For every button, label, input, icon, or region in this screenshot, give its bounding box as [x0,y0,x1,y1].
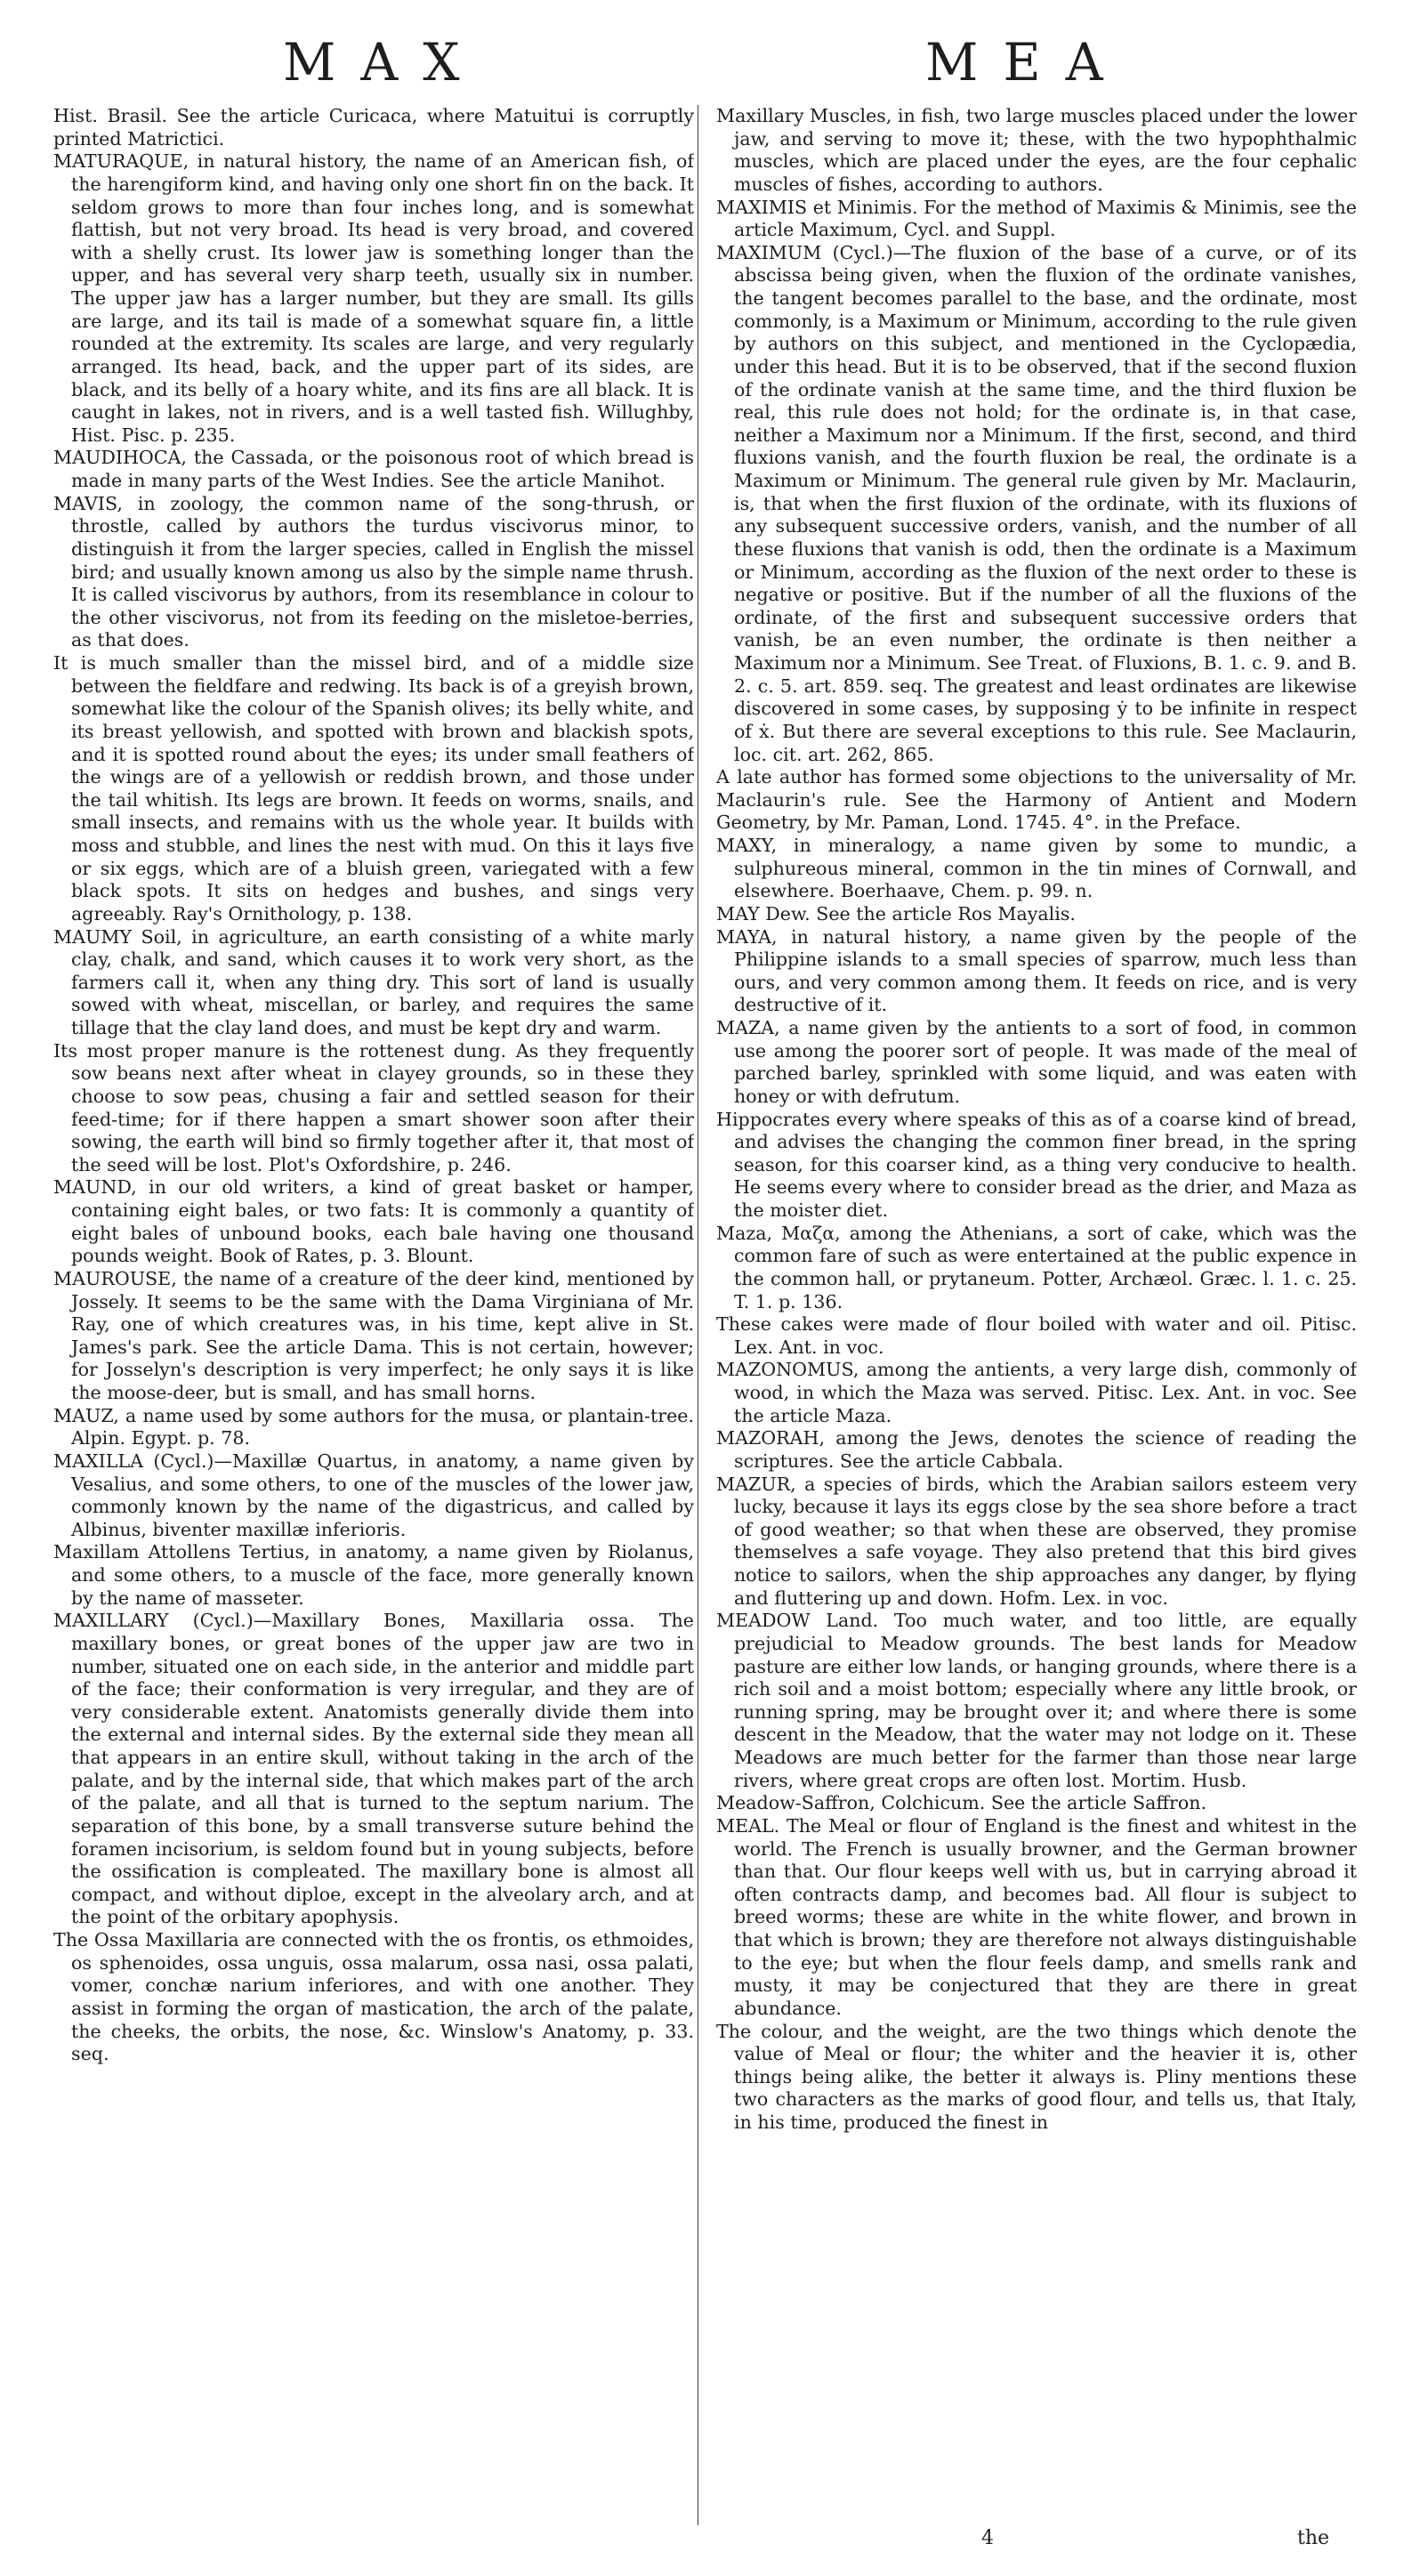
dictionary-entry: These cakes were made of flour boiled with water and oil. Pitisc. Lex. Ant. in voc. [716,1313,1357,1358]
dictionary-entry: MAZUR, a species of birds, which the Arabian sailors esteem very lucky, because it lays its eggs close by the sea shore before a tract of good weather; so that when these are observed, they promise themselves a safe voyage. They also pretend that this bird gives notice to sailors, when the ship approaches any danger, by flying and fluttering up and down. Hofm. Lex. in voc. [716,1473,1357,1609]
dictionary-entry: MAUZ, a name used by some authors for the musa, or plantain-tree. Alpin. Egypt. p. 78. [53,1404,694,1450]
dictionary-entry: Meadow-Saffron, Colchicum. See the article Saffron. [716,1792,1207,1814]
entry-paragraph: Hist. Brasil. See the article Curicaca, where Matuitui is corruptly printed Matrictici. [53,105,694,149]
dictionary-entry: Its most proper manure is the rottenest dung. As they frequently sow beans next after wheat in clayey grounds, so in these they choose to sow peas, chusing a fair and settled season for their feed-time; for if there happen a smart shower soon after their sowing, the earth will bind so firmly together after it, that most of the seed will be lost. Plot's Oxfordshire, p. 246. [53,1039,694,1175]
dictionary-entry: MAUND, in our old writers, a kind of great basket or hamper, containing eight bales, or two fats: It is commonly a quantity of eight bales of unbound books, each bale having one thousand pounds weight. Book of Rates, p. 3. Blount. [53,1176,694,1267]
dictionary-entry: MAVIS, in zoology, the common name of the song-thrush, or throstle, called by authors the turdus viscivorus minor, to distinguish it from the larger species, called in English the missel bird; and usually known among us also by the simple name thrush. It is called viscivorus by authors, from its resemblance in colour to the other viscivorus, not from its feeding on the misletoe-berries, as that does. [53,492,694,651]
dictionary-entry: MAYA, in natural history, a name given by the people of the Philippine islands to a small species of sparrow, much less than ours, and very common among them. It feeds on rice, and is very destructive of it. [716,925,1357,1016]
dictionary-entry: MAXY, in mineralogy, a name given by some to mundic, a sulphureous mineral, common in the tin mines of Cornwall, and elsewhere. Boerhaave, Chem. p. 99. n. [716,835,1357,902]
dictionary-entry: It is much smaller than the missel bird, and of a middle size between the fieldfare and redwing. Its back is of a greyish brown, somewhat like the colour of the Spanish olives; its belly white, and its breast yellowish, and spotted with brown and blackish spots, and it is spotted round about the eyes; its under small feathers of the wings are of a yellowish or reddish brown, and those under the tail whitish. Its legs are brown. It feeds on worms, snails, and small insects, and remains with us the whole year. It builds with moss and stubble, and lines the nest with mud. On this it lays five or six eggs, which are of a bluish green, variegated with a few black spots. It sits on hedges and bushes, and sings very agreeably. Ray's Ornithology, p. 138. [53,652,694,925]
dictionary-entry: Hippocrates every where speaks of this as of a coarse kind of bread, and advises the changing the common finer bread, in the spring season, for this coarser kind, as a thing very conducive to health. He seems every where to consider bread as the drier, and Maza as the moister diet. [716,1108,1357,1221]
catchword: the [1297,2527,1330,2549]
dictionary-entry: MAZONOMUS, among the antients, a very large dish, commonly of wood, in which the Maza was served. Pitisc. Lex. Ant. in voc. See the article Maza. [716,1359,1357,1426]
dictionary-entry: MAY Dew. See the article Ros Mayalis. [716,902,1076,925]
running-head-left: MAX [283,32,485,93]
dictionary-entry: MEAL. The Meal or flour of England is the finest and whitest in the world. The French is usually browner, and the German browner than that. Our flour keeps well with us, but in carrying abroad it often contracts damp, and becomes bad. All flour is subject to breed worms; these are white in the white flower, and brown in that which is brown; they are therefore not always distinguishable to the eye; but when the flour feels damp, and smells rank and musty, it may be conjectured that they are there in great abundance. [716,1814,1357,2019]
dictionary-entry: MAUROUSE, the name of a creature of the deer kind, mentioned by Jossely. It seems to be the same with the Dama Virginiana of Mr. Ray, one of which creatures was, in his time, kept alive in St. James's park. See the article Dama. This is not certain, however; for Josselyn's description is very imperfect; he only says it is like the moose-deer, but is small, and has small horns. [53,1267,694,1403]
left-column [53,105,694,2507]
dictionary-entry: MAUMY Soil, in agriculture, an earth consisting of a white marly clay, chalk, and sand, which causes it to work very short, as the farmers call it, when any thing dry. This sort of land is usually sowed with wheat, miscellan, or barley, and requires the same tillage that the clay land does, and must be kept dry and warm. [53,925,694,1038]
dictionary-entry: MAUDIHOCA, the Cassada, or the poisonous root of which bread is made in many parts of the West Indies. See the article Manihot. [53,447,694,491]
page-number: 4 [981,2527,994,2549]
dictionary-entry: MAXILLA (Cycl.)—Maxillæ Quartus, in anatomy, a name given by Vesalius, and some others, to one of the muscles of the lower jaw, commonly known by the name of the digastricus, and called by Albinus, biventer maxillæ inferioris. [53,1450,694,1540]
dictionary-entry: MEADOW Land. Too much water, and too little, are equally prejudicial to Meadow grounds. The best lands for Meadow pasture are either low lands, or hanging grounds, where there is a rich soil and a moist bottom; especially where any little brook, or running spring, may be brought over it; and where there is some descent in the Meadow, that the water may not lodge on it. These Meadows are much better for the farmer than those near large rivers, where great crops are often lost. Mortim. Husb. [716,1610,1357,1791]
dictionary-entry: Maxillam Attollens Tertius, in anatomy, a name given by Riolanus, and some others, to a muscle of the face, more generally known by the name of masseter. [53,1541,694,1609]
entry-paragraph: A late author has formed some objections to the universality of Mr. Maclaurin's rule. See the Harmony of Antient and Modern Geometry, by Mr. Paman, Lond. 1745. 4°. in the Preface. [716,766,1357,834]
dictionary-entry: MAXIMUM (Cycl.)—The fluxion of the base of a curve, or of its abscissa being given, when the fluxion of the ordinate vanishes, the tangent becomes parallel to the base, and the ordinate, most commonly, is a Maximum or Minimum, according to the rule given by authors on this subject, and mentioned in the Cyclopædia, under this head. But it is to be observed, that if the second fluxion of the ordinate vanish at the same time, and the third fluxion be real, this rule does not hold; for the ordinate is, in that case, neither a Maximum nor a Minimum. If the first, second, and third fluxions vanish, and the fourth fluxion be real, the ordinate is a Maximum or Minimum. The general rule given by Mr. Maclaurin, is, that when the first fluxion of the ordinate, with its fluxions of any subsequent successive orders, vanish, and the number of all these fluxions that vanish is odd, then the ordinate is a Maximum or Minimum, according as the fluxion of the next order to these is negative or positive. But if the number of all the fluxions of the ordinate, of the first and subsequent successive orders that vanish, be an even number, the ordinate is then neither a Maximum nor a Minimum. See Treat. of Fluxions, B. 1. c. 9. and B. 2. c. 5. art. 859. seq. The greatest and least ordinates are likewise discovered in some cases, by supposing ẏ to be infinite in respect of ẋ. But there are several exceptions to this rule. See Maclaurin, loc. cit. art. 262, 865. [716,241,1357,765]
dictionary-entry: Maxillary Muscles, in fish, two large muscles placed under the lower jaw, and serving to move it; these, with the two hypophthalmic muscles, which are placed under the eyes, are the four cephalic muscles of fishes, according to authors. [716,105,1357,195]
dictionary-entry: The colour, and the weight, are the two things which denote the value of Meal or flour; the whiter and the heavier it is, other things being alike, the better it always is. Pliny mentions these two characters as the marks of good flour, and tells us, that Italy, in his time, produced the finest in [716,2020,1357,2133]
running-head-right: MEA [925,32,1128,93]
dictionary-entry: MATURAQUE, in natural history, the name of an American fish, of the harengiform kind, and having only one short fin on the back. It seldom grows to more than four inches long, and is somewhat flattish, but not very broad. Its head is very broad, and covered with a shelly crust. Its lower jaw is something longer than the upper, and has several very sharp teeth, usually six in number. The upper jaw has a larger number, but they are small. Its gills are large, and its tail is made of a somewhat square fin, a little rounded at the extremity. Its scales are large, and very regularly arranged. Its head, back, and the upper part of its sides, are black, and its belly of a hoary white, and its fins are all black. It is caught in lakes, not in rivers, and is a well tasted fish. Willughby, Hist. Pisc. p. 235. [53,150,694,446]
dictionary-entry: MAXILLARY (Cycl.)—Maxillary Bones, Maxillaria ossa. The maxillary bones, or great bones of the upper jaw are two in number, situated one on each side, in the anterior and middle part of the face; their conformation is very irregular, and they are of very considerable extent. Anatomists generally divide them into the external and internal sides. By the external side they mean all that appears in an entire skull, without taking in the arch of the palate, and by the internal side, that which makes part of the arch of the palate, and all that is turned to the septum narium. The separation of this bone, by a small transverse suture behind the foramen incisorium, is seldom found but in young subjects, before the ossification is compleated. The maxillary bone is almost all compact, and without diploe, except in the alveolary arch, and at the point of the orbitary apophysis. [53,1610,694,1928]
dictionary-entry: MAZA, a name given by the antients to a sort of food, in common use among the poorer sort of people. It was made of the meal of parched barley, sprinkled with some liquid, and was eaten with honey or with defrutum. [716,1017,1357,1107]
dictionary-entry: MAXIMIS et Minimis. For the method of Maximis & Minimis, see the article Maximum, Cycl. and Suppl. [716,196,1357,241]
dictionary-entry: Maza, Μαζα, among the Athenians, a sort of cake, which was the common fare of such as were entertained at the public expence in the common hall, or prytaneum. Potter, Archæol. Græc. l. 1. c. 25. T. 1. p. 136. [716,1222,1357,1312]
dictionary-entry: MAZORAH, among the Jews, denotes the science of reading the scriptures. See the article Cabbala. [716,1427,1357,1472]
right-column [716,105,1357,2507]
dictionary-entry: The Ossa Maxillaria are connected with the os frontis, os ethmoides, os sphenoides, ossa unguis, ossa malarum, ossa nasi, ossa palati, vomer, conchæ narium inferiores, and with one another. They assist in forming the organ of mastication, the arch of the palate, the cheeks, the orbits, the nose, &c. Winslow's Anatomy, p. 33. seq. [53,1929,694,2065]
